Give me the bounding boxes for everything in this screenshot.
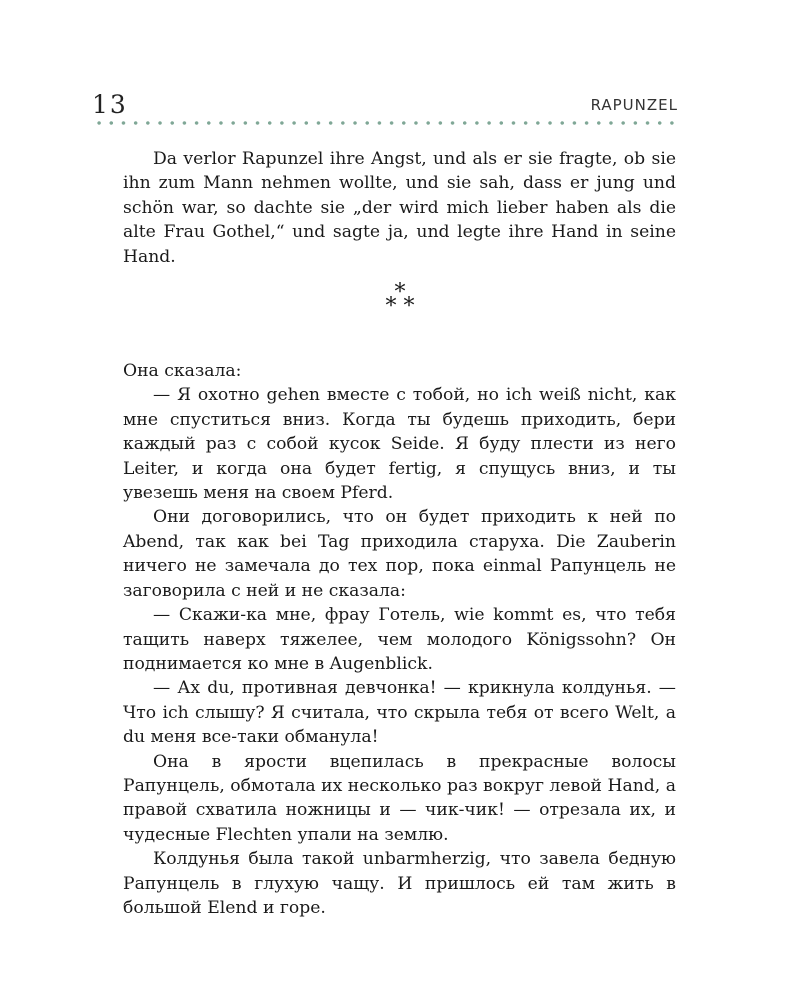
svg-text:*: * [385, 294, 396, 320]
paragraph: — Ах du, противная девчонка! — крикнула колдунья. — Что ich слышу? Я считала, что скрыла тебя от всего Welt, а du меня все-таки обманула! [123, 678, 676, 748]
main-text [123, 147, 676, 920]
opening-paragraph: Da verlor Rapunzel ihre Angst, und als er sie fragte, ob sie ihn zum Mann nehmen wollte, und sie sah, dass er jung und schön war, so dachte sie „der wird mich lieber haben als die alte Frau Gothel,“ und sagte ja, und legte ihre Hand in seine Hand. [123, 149, 676, 267]
paragraph: — Скажи-ка мне, фрау Готель, wie kommt es, что тебя тащить наверх тяжелее, чем молодого Königssohn? Он поднимается ко мне в Augenblick. [123, 605, 676, 674]
paragraph: Колдунья была такой unbarmherzig, что завела бедную Рапунцель в глухую чащу. И пришлось ей там жить в большой Elend и горе. [123, 849, 676, 918]
paragraph: Она в ярости вцепилась в прекрасные волосы Рапунцель, обмотала их несколько раз вокруг левой Hand, а правой схватила ножницы и — чик-чик! — отрезала их, и чудесные Flechten упали на землю. [123, 751, 676, 845]
page-number: 13 [92, 90, 128, 119]
asterism-icon [380, 279, 420, 319]
svg-text:*: * [394, 280, 405, 306]
paragraph: Они договорились, что он будет приходить к ней по Abend, так как bei Tag приходила старуха. Die Zauberin ничего не замечала до тех пор, пока einmal Рапунцель не заговорила с ней и не сказала: [123, 507, 676, 601]
section-break [123, 269, 676, 359]
running-title: RAPUNZEL [590, 96, 678, 114]
header-dotted-rule [93, 121, 679, 125]
paragraph: Она сказала: [123, 361, 242, 382]
paragraph: — Я охотно gehen вместе с тобой, но ich weiß nicht, как мне спуститься вниз. Когда ты будешь приходить, бери каждый раз с собой кусок Seide. Я буду плести из него Leiter, и когда она будет fertig, я спущусь вниз, и ты увезешь меня на своем Pferd. [123, 385, 676, 504]
svg-text:*: * [403, 294, 414, 320]
